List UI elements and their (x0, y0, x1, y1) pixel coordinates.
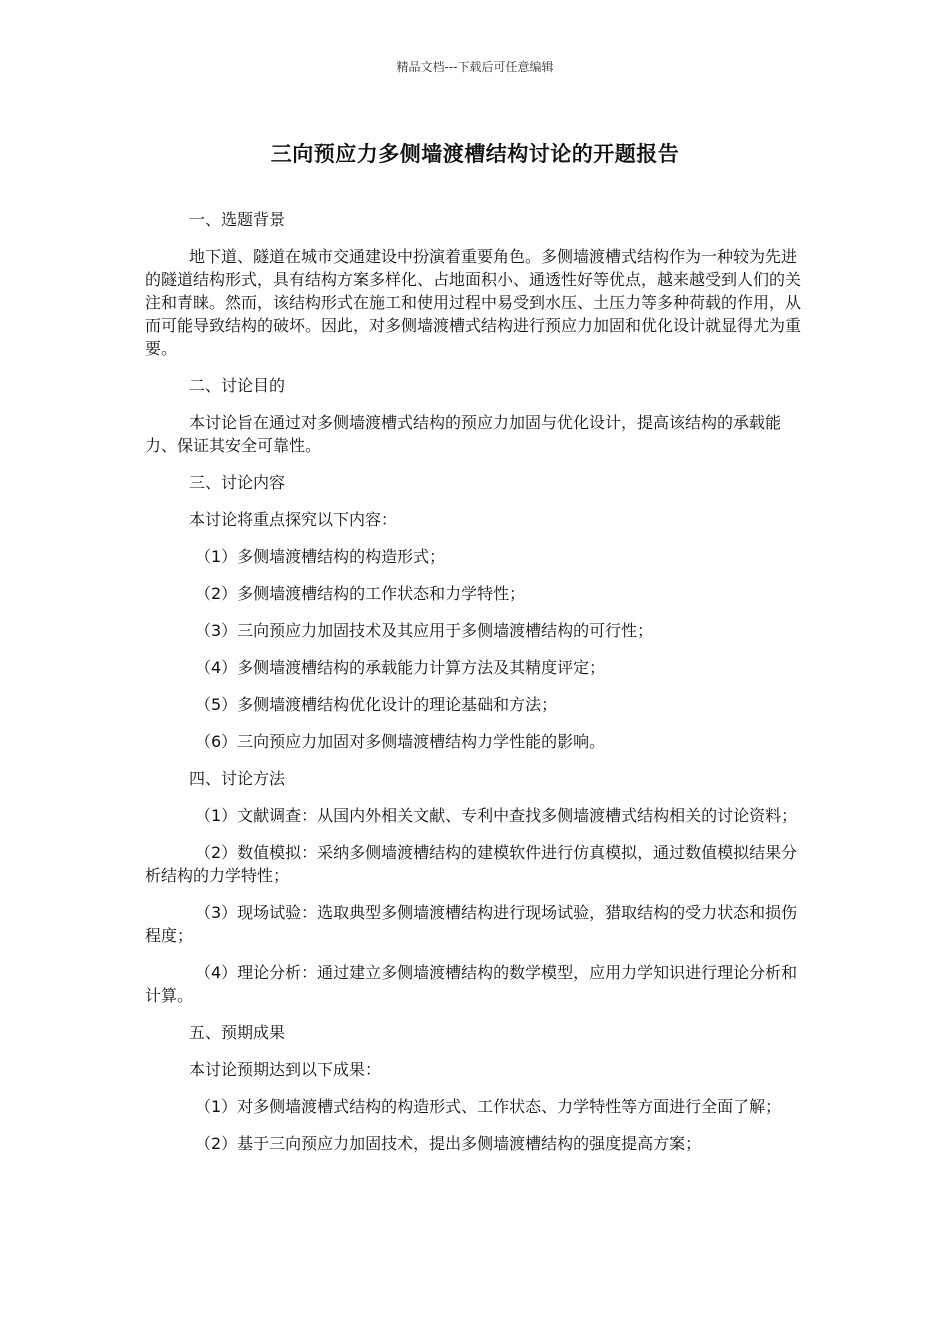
method-item: （2）数值模拟：采纳多侧墙渡槽结构的建模软件进行仿真模拟，通过数值模拟结果分析结构的力学特性； (145, 843, 798, 885)
content-item: （2）多侧墙渡槽结构的工作状态和力学特性； (195, 584, 526, 603)
method-item: （1）文献调查：从国内外相关文献、专利中查找多侧墙渡槽式结构相关的讨论资料； (195, 806, 798, 825)
section-heading-purpose: 二、讨论目的 (189, 376, 286, 395)
content-item: （3）三向预应力加固技术及其应用于多侧墙渡槽结构的可行性； (195, 621, 654, 640)
page-header: 精品文档---下载后可任意编辑 (396, 60, 554, 74)
section-heading-content: 三、讨论内容 (189, 473, 286, 492)
background-paragraph: 地下道、隧道在城市交通建设中扮演着重要角色。多侧墙渡槽式结构作为一种较为先进的隧道结构形式，具有结构方案多样化、占地面积小、通透性好等优点，越来越受到人们的关注和青睐。然而，该结构形式在施工和使用过程中易受到水压、土压力等多种荷载的作用，从而可能导致结构的破坏。因此，对多侧墙渡槽式结构进行预应力加固和优化设计就显得尤为重要。 (145, 247, 802, 358)
document-body (145, 208, 805, 1169)
content-intro: 本讨论将重点探究以下内容： (189, 510, 398, 529)
content-item: （1）多侧墙渡槽结构的构造形式； (195, 547, 446, 566)
section-heading-methods: 四、讨论方法 (189, 769, 286, 788)
method-item: （3）现场试验：选取典型多侧墙渡槽结构进行现场试验，猎取结构的受力状态和损伤程度； (145, 903, 798, 945)
content-item: （4）多侧墙渡槽结构的承载能力计算方法及其精度评定； (195, 658, 606, 677)
document-title: 三向预应力多侧墙渡槽结构讨论的开题报告 (270, 142, 680, 166)
purpose-paragraph: 本讨论旨在通过对多侧墙渡槽式结构的预应力加固与优化设计，提高该结构的承载能力、保证其安全可靠性。 (145, 413, 782, 455)
outcome-item: （1）对多侧墙渡槽式结构的构造形式、工作状态、力学特性等方面进行全面了解； (195, 1097, 782, 1116)
outcome-item: （2）基于三向预应力加固技术，提出多侧墙渡槽结构的强度提高方案； (195, 1134, 702, 1153)
content-item: （5）多侧墙渡槽结构优化设计的理论基础和方法； (195, 695, 558, 714)
section-heading-background: 一、选题背景 (189, 210, 286, 229)
outcomes-intro: 本讨论预期达到以下成果： (189, 1060, 382, 1079)
section-heading-outcomes: 五、预期成果 (189, 1023, 286, 1042)
content-item: （6）三向预应力加固对多侧墙渡槽结构力学性能的影响。 (195, 732, 606, 751)
method-item: （4）理论分析：通过建立多侧墙渡槽结构的数学模型，应用力学知识进行理论分析和计算。 (145, 963, 798, 1005)
